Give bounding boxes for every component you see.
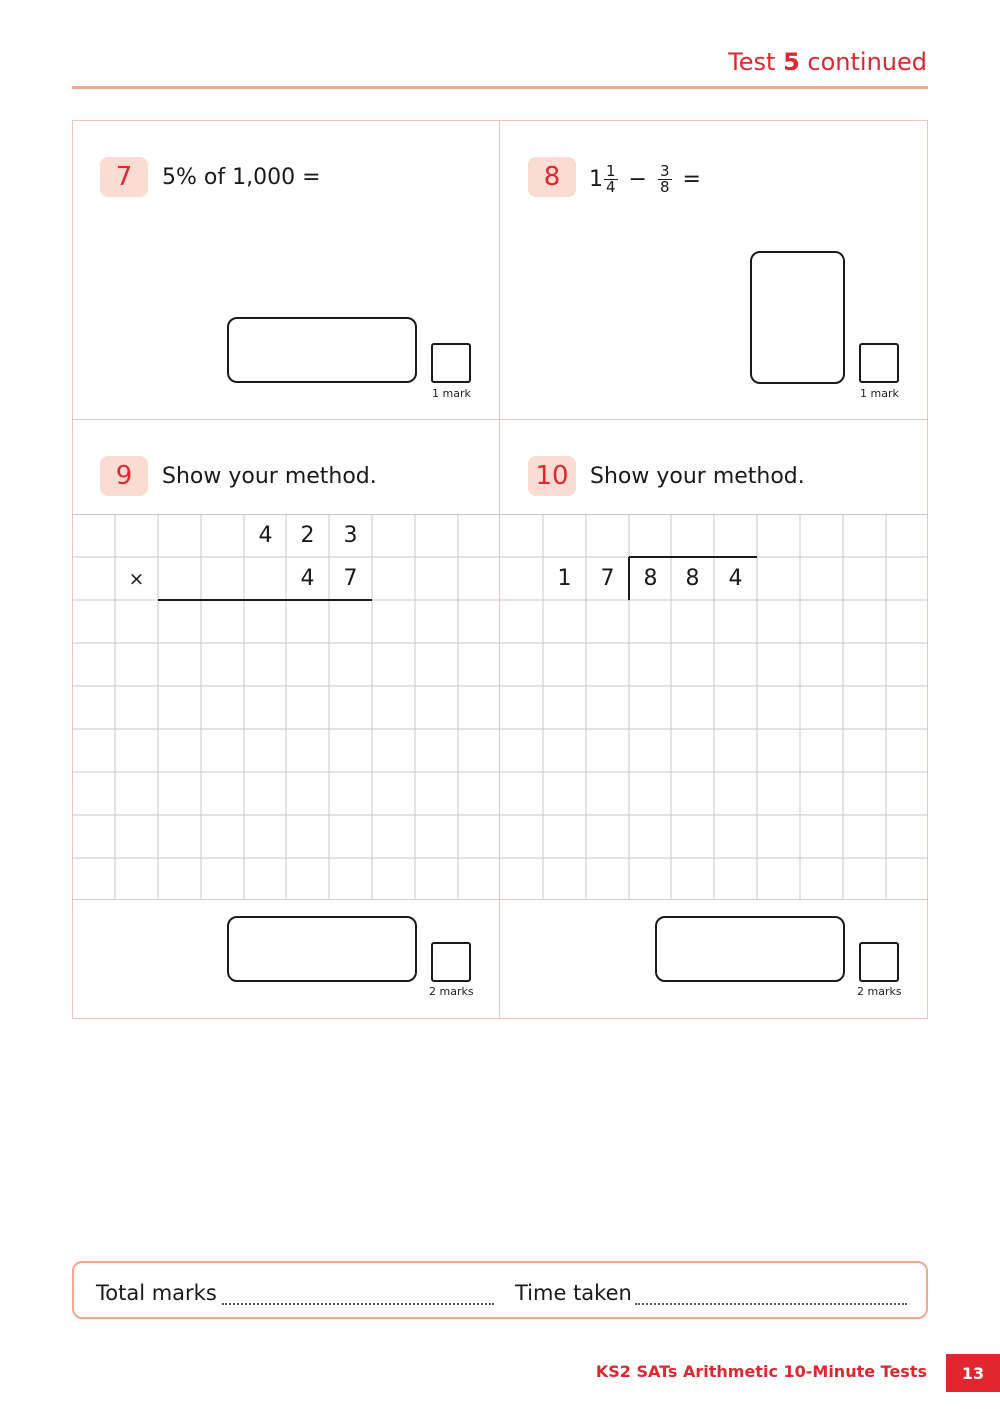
q8-fraction-1-denominator: 4 bbox=[606, 177, 616, 196]
question-7-mark-label: 1 mark bbox=[432, 387, 471, 400]
q9-digit: 7 bbox=[343, 566, 358, 591]
question-7-number: 7 bbox=[100, 157, 148, 197]
q8-fraction-1 bbox=[604, 161, 618, 196]
question-10-mark-label: 2 marks bbox=[857, 985, 902, 998]
q10-dividend-digit: 4 bbox=[728, 566, 743, 591]
q9-digit: 4 bbox=[300, 566, 315, 591]
q10-divisor-digit: 1 bbox=[557, 566, 572, 591]
header-prefix: Test bbox=[728, 48, 776, 76]
question-8-mark-box[interactable] bbox=[859, 343, 899, 383]
row-divider bbox=[72, 419, 928, 420]
q8-fraction-2-denominator: 8 bbox=[659, 177, 670, 196]
q9-digit: 4 bbox=[258, 523, 273, 548]
question-10-number: 10 bbox=[528, 456, 576, 496]
question-9-mark-box[interactable] bbox=[431, 942, 471, 982]
total-marks-field[interactable] bbox=[222, 1303, 494, 1305]
page-number: 13 bbox=[946, 1354, 1000, 1392]
question-10-text: Show your method. bbox=[590, 464, 805, 489]
header-rule bbox=[72, 86, 928, 89]
q9-digit: 2 bbox=[300, 523, 315, 548]
q10-dividend-digit: 8 bbox=[685, 566, 700, 591]
page-header bbox=[728, 48, 927, 76]
time-taken-field[interactable] bbox=[635, 1303, 907, 1305]
header-suffix: continued bbox=[807, 48, 927, 76]
q8-fraction-2-numerator: 3 bbox=[659, 161, 670, 180]
question-9-number: 9 bbox=[100, 456, 148, 496]
question-10-mark-box[interactable] bbox=[859, 942, 899, 982]
q8-fraction-2 bbox=[658, 161, 672, 196]
q9-digit: 3 bbox=[343, 523, 358, 548]
question-9-text: Show your method. bbox=[162, 464, 377, 489]
question-7-answer-box[interactable] bbox=[227, 317, 417, 383]
total-marks-label: Total marks bbox=[96, 1281, 217, 1305]
totals-bar bbox=[72, 1261, 928, 1319]
q8-fraction-1-numerator: 1 bbox=[606, 161, 616, 180]
q9-times-sign: × bbox=[128, 567, 145, 590]
question-9-answer-box[interactable] bbox=[227, 916, 417, 982]
question-7-mark-box[interactable] bbox=[431, 343, 471, 383]
question-8-expression bbox=[589, 158, 701, 200]
q10-dividend-digit: 8 bbox=[643, 566, 658, 591]
footer-book-title: KS2 SATs Arithmetic 10-Minute Tests bbox=[595, 1362, 927, 1381]
question-10-answer-box[interactable] bbox=[655, 916, 845, 982]
question-7-text: 5% of 1,000 = bbox=[162, 165, 321, 190]
question-8-answer-box[interactable] bbox=[750, 251, 845, 384]
question-9-mark-label: 2 marks bbox=[429, 985, 474, 998]
q8-whole: 1 bbox=[589, 166, 603, 192]
q8-equals: = bbox=[682, 166, 701, 192]
question-8-number: 8 bbox=[528, 157, 576, 197]
question-8-mark-label: 1 mark bbox=[860, 387, 899, 400]
q10-divisor-digit: 7 bbox=[600, 566, 615, 591]
question-9-working-grid[interactable] bbox=[72, 514, 500, 900]
q8-operator: − bbox=[628, 166, 647, 192]
header-test-number: 5 bbox=[783, 48, 800, 76]
question-10-working-grid[interactable] bbox=[500, 514, 928, 900]
time-taken-label: Time taken bbox=[515, 1281, 632, 1305]
